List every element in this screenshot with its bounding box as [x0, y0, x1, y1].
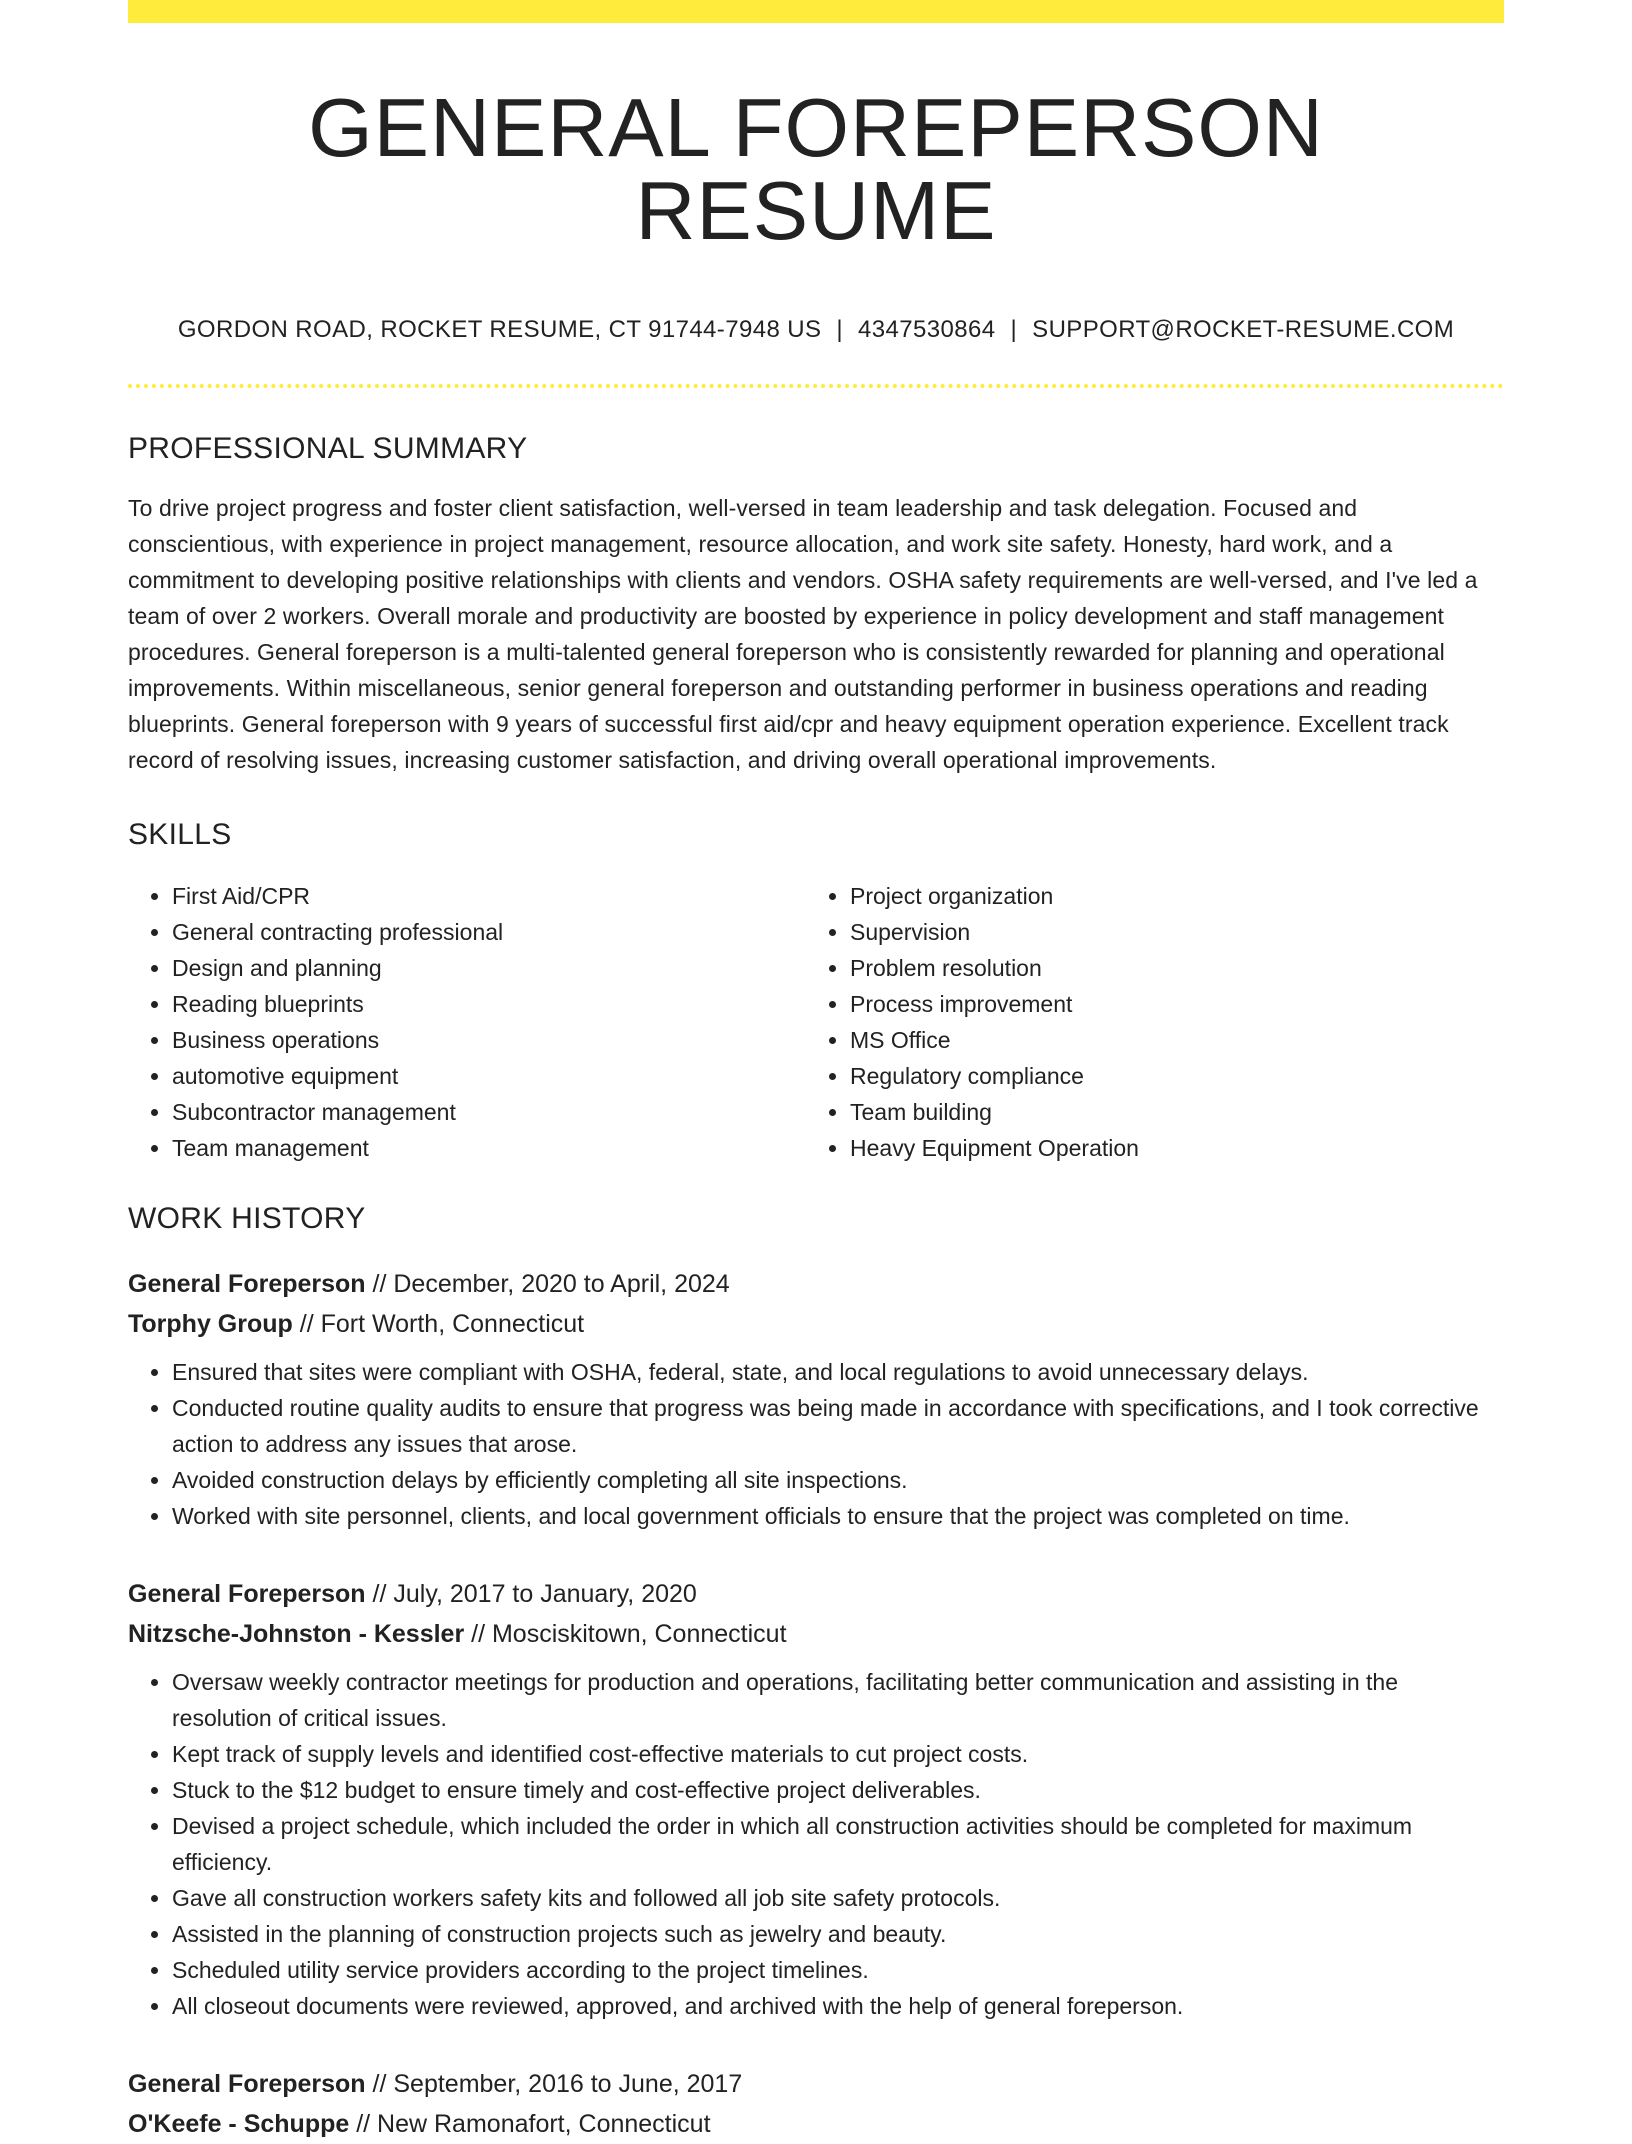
job-bullet: • Worked with site personnel, clients, and local government officials to ensure that the project was completed on time.	[172, 1498, 1504, 1534]
job-bullet: • Scheduled utility service providers according to the project timelines.	[172, 1952, 1504, 1988]
job-company: Nitzsche-Johnston - Kessler	[128, 1620, 465, 1648]
skill-item: • Team management	[172, 1130, 806, 1166]
job-bullet: • Devised a project schedule, which included the order in which all construction activities should be completed for maximum efficiency.	[172, 1808, 1504, 1880]
job-bullet: • Gave all construction workers safety kits and followed all job site safety protocols.	[172, 1880, 1504, 1916]
job-title: General Foreperson	[128, 1270, 366, 1298]
job-company: O'Keefe - Schuppe	[128, 2110, 350, 2138]
summary-heading: PROFESSIONAL SUMMARY	[128, 432, 528, 465]
contact-phone: 4347530864	[858, 316, 996, 343]
job-bullets	[128, 1354, 1504, 1534]
skills-list-left	[128, 878, 806, 1166]
job-title-line	[128, 2064, 1504, 2104]
contact-line	[128, 316, 1504, 344]
skill-item: • Problem resolution	[850, 950, 1484, 986]
job-company-line	[128, 1304, 1504, 1344]
job-bullet: • Kept track of supply levels and identified cost-effective materials to cut project costs.	[172, 1736, 1504, 1772]
job-title: General Foreperson	[128, 1580, 366, 1608]
contact-separator: |	[1010, 316, 1018, 343]
dotted-divider	[128, 384, 1504, 388]
job-dates: // September, 2016 to June, 2017	[365, 2070, 743, 2098]
skill-item: • MS Office	[850, 1022, 1484, 1058]
skill-item: • Process improvement	[850, 986, 1484, 1022]
skill-item: • Supervision	[850, 914, 1484, 950]
job-dates: // December, 2020 to April, 2024	[365, 1270, 730, 1298]
skill-item: • Heavy Equipment Operation	[850, 1130, 1484, 1166]
job-location: // Mosciskitown, Connecticut	[464, 1620, 787, 1648]
skill-item: • Subcontractor management	[172, 1094, 806, 1130]
job-title: General Foreperson	[128, 2070, 366, 2098]
job-bullet: • Stuck to the $12 budget to ensure timely and cost-effective project deliverables.	[172, 1772, 1504, 1808]
job-entry	[128, 1264, 1504, 1534]
resume-page	[128, 0, 1504, 2138]
skill-item: • Project organization	[850, 878, 1484, 914]
job-bullet: • Oversaw weekly contractor meetings for production and operations, facilitating better communication and assisting in the resolution of critical issues.	[172, 1664, 1504, 1736]
job-bullet: • All closeout documents were reviewed, approved, and archived with the help of general foreperson.	[172, 1988, 1504, 2024]
work-history-heading: WORK HISTORY	[128, 1202, 366, 1235]
skill-item: • Team building	[850, 1094, 1484, 1130]
job-location: // Fort Worth, Connecticut	[292, 1310, 585, 1338]
skill-item: • Regulatory compliance	[850, 1058, 1484, 1094]
resume-title: GENERAL FOREPERSON RESUME	[308, 81, 1324, 257]
job-title-line	[128, 1264, 1504, 1304]
skills-grid	[128, 878, 1504, 1166]
skill-item: • Design and planning	[172, 950, 806, 986]
job-company: Torphy Group	[128, 1310, 293, 1338]
job-location: // New Ramonafort, Connecticut	[349, 2110, 711, 2138]
contact-separator: |	[836, 316, 844, 343]
job-entry	[128, 2064, 1504, 2144]
job-title-line	[128, 1574, 1504, 1614]
summary-text: To drive project progress and foster client satisfaction, well-versed in team leadership and task delegation. Focused and conscientious, with experience in project management, resource allocation, and work site safety. Honesty, hard work, and a commitment to developing positive relationships with clients and vendors. OSHA safety requirements are well-versed, and I've led a team of over 2 workers. Overall morale and productivity are boosted by experience in policy development and staff management procedures. General foreperson is a multi-talented general foreperson who is consistently rewarded for planning and operational improvements. Within miscellaneous, senior general foreperson and outstanding performer in business operations and reading blueprints. General foreperson with 9 years of successful first aid/cpr and heavy equipment operation experience. Excellent track record of resolving issues, increasing customer satisfaction, and driving overall operational improvements.	[128, 495, 1478, 773]
job-bullet: • Ensured that sites were compliant with OSHA, federal, state, and local regulations to avoid unnecessary delays.	[172, 1354, 1504, 1390]
skill-item: • General contracting professional	[172, 914, 806, 950]
contact-address: GORDON ROAD, ROCKET RESUME, CT 91744-7948 US	[177, 316, 822, 343]
job-bullet: • Conducted routine quality audits to ensure that progress was being made in accordance with specifications, and I took corrective action to address any issues that arose.	[172, 1390, 1504, 1462]
job-bullets	[128, 1664, 1504, 2024]
contact-email: SUPPORT@ROCKET-RESUME.COM	[1032, 316, 1455, 343]
job-company-line	[128, 2104, 1504, 2144]
job-entry	[128, 1574, 1504, 2024]
skills-list-right	[806, 878, 1484, 1166]
skill-item: • Reading blueprints	[172, 986, 806, 1022]
job-bullet: • Avoided construction delays by efficiently completing all site inspections.	[172, 1462, 1504, 1498]
skill-item: • automotive equipment	[172, 1058, 806, 1094]
skill-item: • Business operations	[172, 1022, 806, 1058]
accent-bar	[128, 0, 1504, 23]
job-bullet: • Assisted in the planning of construction projects such as jewelry and beauty.	[172, 1916, 1504, 1952]
job-dates: // July, 2017 to January, 2020	[365, 1580, 697, 1608]
skills-heading: SKILLS	[128, 818, 232, 851]
skill-item: • First Aid/CPR	[172, 878, 806, 914]
job-company-line	[128, 1614, 1504, 1654]
